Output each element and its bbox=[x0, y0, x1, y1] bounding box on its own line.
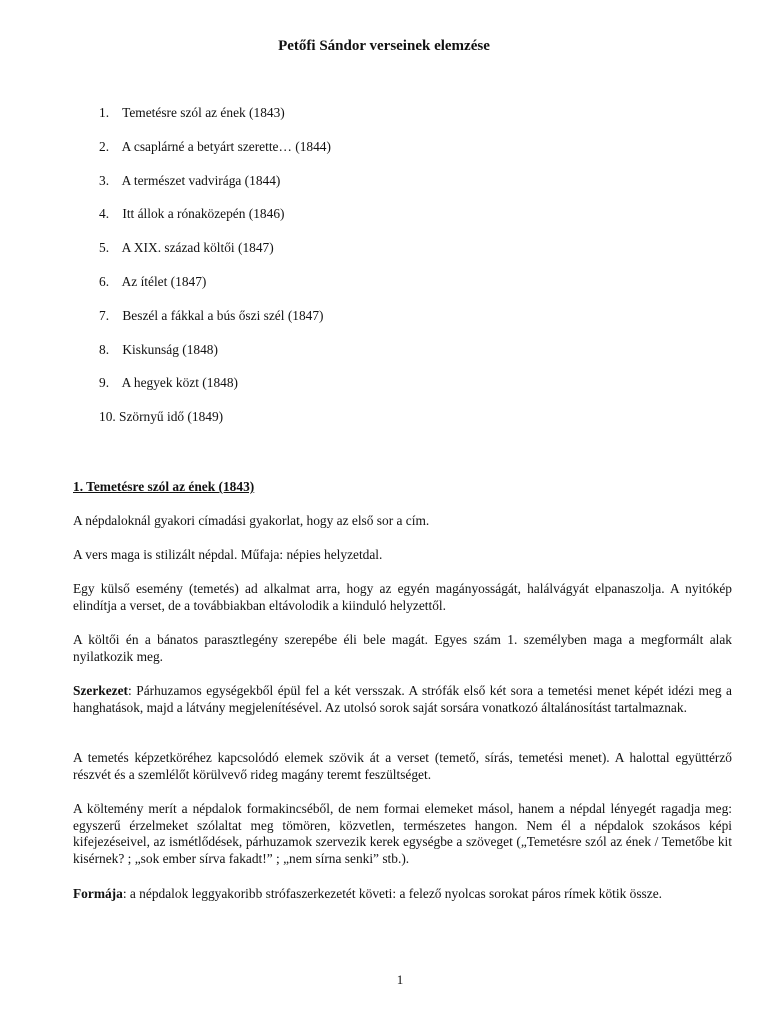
toc-item-text: Beszél a fákkal a bús őszi szél (1847) bbox=[122, 307, 324, 323]
page-number: 1 bbox=[396, 972, 404, 987]
paragraph-text: : a népdalok leggyakoribb strófaszerkezetét követi: a felező nyolcas sorokat páros rímek kötik össze. bbox=[122, 886, 662, 901]
toc-item-number: 1. bbox=[99, 105, 110, 120]
toc-item bbox=[99, 104, 331, 138]
toc-item bbox=[99, 138, 331, 172]
toc-item bbox=[99, 239, 331, 273]
toc-item-text: Kiskunság (1848) bbox=[122, 341, 218, 357]
toc-item-number: 2. bbox=[99, 138, 110, 154]
paragraph-text: A költemény merít a népdalok formakincséből, de nem formai elemeket másol, hanem a népdal lényegét ragadja meg: egyszerű érzelmeket szólaltat meg tömören, közvetlen, természetes hangon. Nem él a népdalok szokásos képi kifejezéseivel, az ismétlődések, párhuzamok szervezik kerek egységbe a szöveget („Temetésre szól az ének / Temetőbe kit kisérnek? ; „sok ember sírva fakadt!” ; „nem sírna senki” stb.). bbox=[73, 801, 732, 866]
paragraph-text: A vers maga is stilizált népdal. Műfaja: népies helyzetdal. bbox=[73, 547, 383, 562]
paragraph bbox=[73, 683, 732, 716]
toc-item-text: A csaplárné a betyárt szerette… (1844) bbox=[121, 138, 331, 154]
toc-item-number: 8. bbox=[99, 341, 110, 357]
toc-item bbox=[99, 172, 331, 206]
toc-item-text: Temetésre szól az ének (1843) bbox=[122, 105, 285, 120]
toc-item-text: Szörnyű idő (1849) bbox=[119, 409, 224, 425]
paragraph bbox=[73, 886, 732, 903]
toc-item-text: Az ítélet (1847) bbox=[121, 273, 207, 289]
paragraph bbox=[73, 547, 732, 564]
toc-item-number: 4. bbox=[99, 206, 110, 222]
toc-item bbox=[99, 374, 331, 408]
toc-item bbox=[99, 341, 331, 375]
paragraph-text: Egy külső esemény (temetés) ad alkalmat arra, hogy az egyén magányosságát, halálvágyát elpanaszolja. A nyitókép elindítja a verset, de a továbbiakban eltávolodik a kiinduló helyzettől. bbox=[73, 581, 732, 613]
toc-item-text: Itt állok a rónaközepén (1846) bbox=[122, 206, 285, 222]
toc-item bbox=[99, 205, 331, 239]
toc-item-text: A XIX. század költői (1847) bbox=[121, 240, 274, 256]
paragraph-label: Formája bbox=[73, 886, 123, 901]
paragraph bbox=[73, 513, 732, 530]
toc-item-number: 6. bbox=[99, 273, 110, 289]
paragraph bbox=[73, 750, 732, 783]
paragraph bbox=[73, 801, 732, 867]
toc-item bbox=[99, 273, 331, 307]
toc-item-number: 10. bbox=[99, 409, 116, 425]
toc-item-number: 7. bbox=[99, 307, 110, 323]
toc-item-number: 9. bbox=[99, 375, 110, 391]
toc-item bbox=[99, 408, 331, 442]
paragraph-text: A költői én a bánatos parasztlegény szerepébe éli bele magát. Egyes szám 1. személyben maga a megformált alak nyilatkozik meg. bbox=[73, 632, 732, 664]
paragraph-text: A temetés képzetköréhez kapcsolódó elemek szövik át a verset (temető, sírás, temetési menet). A halottal együttérző részvét és a szemlélőt körülvevő rideg magány teremt feszültséget. bbox=[73, 750, 732, 782]
toc-item-text: A természet vadvirága (1844) bbox=[121, 172, 281, 188]
toc-item-number: 5. bbox=[99, 240, 110, 256]
toc-item-number: 3. bbox=[99, 172, 110, 188]
toc-item-text: A hegyek közt (1848) bbox=[121, 375, 239, 391]
paragraph bbox=[73, 581, 732, 614]
paragraph bbox=[73, 632, 732, 665]
paragraph-text: : Párhuzamos egységekből épül fel a két versszak. A strófák első két sora a temetési menet képét idézi meg a hanghatások, majd a látvány megjelenítésével. Az utolsó sorok saját sorsára vonatkozó általánosítást tartalmaznak. bbox=[73, 683, 732, 715]
toc-item bbox=[99, 307, 331, 341]
section-heading: 1. Temetésre szól az ének (1843) bbox=[73, 479, 255, 494]
table-of-contents bbox=[99, 104, 331, 442]
paragraph-label: Szerkezet bbox=[73, 683, 129, 698]
paragraph-text: A népdaloknál gyakori címadási gyakorlat, hogy az első sor a cím. bbox=[73, 513, 430, 528]
document-title: Petőfi Sándor verseinek elemzése bbox=[278, 38, 490, 54]
